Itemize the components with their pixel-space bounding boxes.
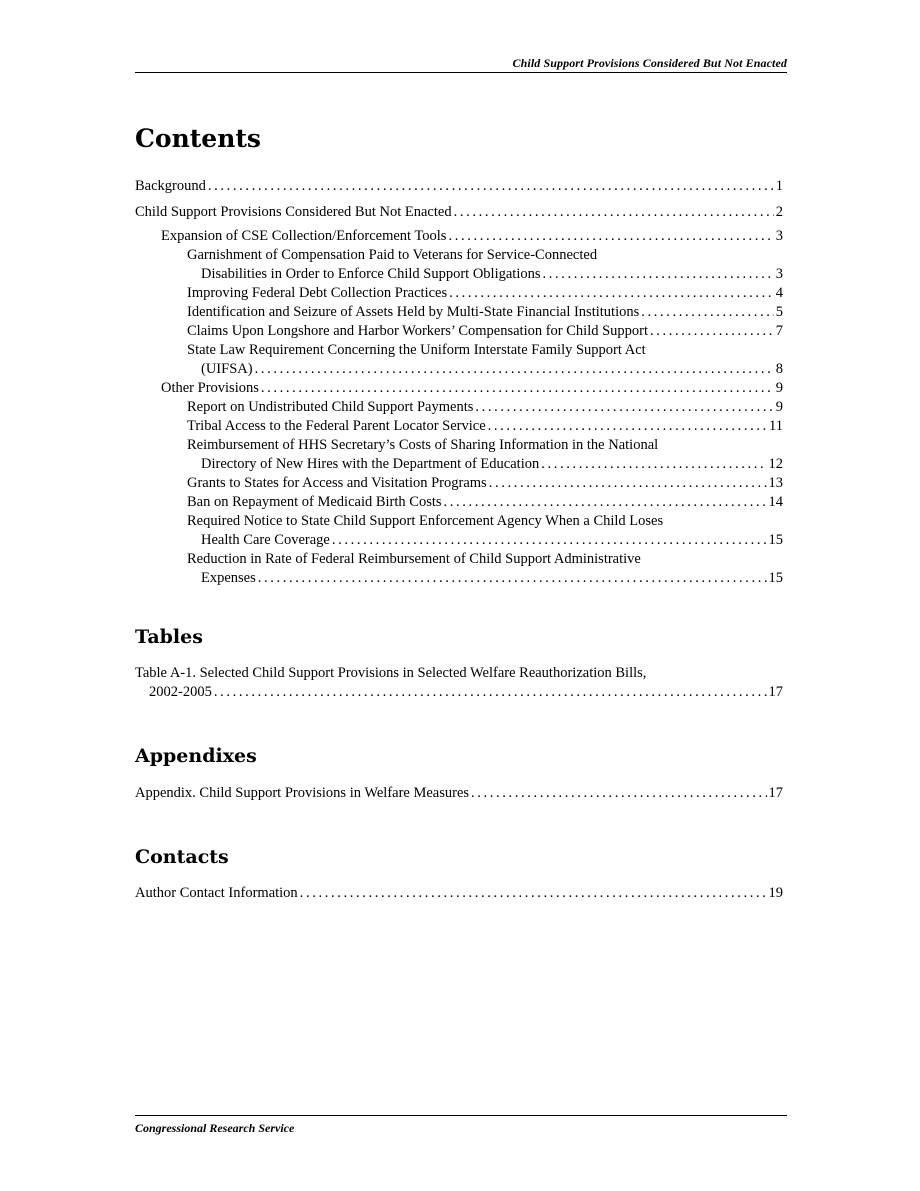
toc-entry-child-support-provisions[interactable] xyxy=(135,203,783,222)
toc-entry-tribal-access[interactable] xyxy=(135,417,783,436)
toc-page: 14 xyxy=(768,494,783,510)
toc-entry-undistributed-payments[interactable] xyxy=(135,398,783,417)
contacts-heading: Contacts xyxy=(135,846,229,868)
appendixes-list xyxy=(135,784,783,803)
toc-label: Appendix. Child Support Provisions in Welfare Measures xyxy=(135,785,470,801)
toc-page: 8 xyxy=(775,361,783,377)
toc-page: 17 xyxy=(768,684,783,700)
toc-page: 5 xyxy=(775,304,783,320)
toc-page: 1 xyxy=(775,178,783,194)
toc-page: 7 xyxy=(775,323,783,339)
running-header: Child Support Provisions Considered But Not Enacted xyxy=(512,56,787,70)
toc-label: Other Provisions xyxy=(161,380,259,396)
toc-page: 3 xyxy=(775,228,783,244)
toc-label-line1: Table A-1. Selected Child Support Provisions in Selected Welfare Reauthorization Bills, xyxy=(135,665,647,681)
toc-entry-health-care-notice[interactable] xyxy=(135,512,783,550)
appendixes-heading: Appendixes xyxy=(135,745,257,767)
toc-page: 15 xyxy=(768,532,783,548)
toc-entry-garnishment-veterans[interactable] xyxy=(135,246,783,284)
toc-entry-hhs-reimbursement[interactable] xyxy=(135,436,783,474)
toc-label-line2: 2002-2005 xyxy=(149,684,212,700)
toc-label-line1: Required Notice to State Child Support Enforcement Agency When a Child Loses xyxy=(187,513,664,529)
toc-page: 9 xyxy=(775,380,783,396)
toc-label: Tribal Access to the Federal Parent Locator Service xyxy=(187,418,486,434)
toc-label-line2: Disabilities in Order to Enforce Child Support Obligations xyxy=(201,266,541,282)
toc-entry-access-visitation[interactable] xyxy=(135,474,783,493)
toc-label-line1: Garnishment of Compensation Paid to Veterans for Service-Connected xyxy=(187,247,598,263)
toc-entry-longshore-harbor[interactable] xyxy=(135,322,783,341)
toc-entry-federal-debt-collection[interactable] xyxy=(135,284,783,303)
toc-entry-background[interactable] xyxy=(135,177,783,196)
toc-page: 9 xyxy=(775,399,783,415)
footer-rule xyxy=(135,1115,787,1116)
toc-label-line1: Reimbursement of HHS Secretary’s Costs of Sharing Information in the National xyxy=(187,437,659,453)
contacts-list xyxy=(135,884,783,903)
toc-label: Claims Upon Longshore and Harbor Workers’ Compensation for Child Support xyxy=(187,323,649,339)
contents-list xyxy=(135,177,783,588)
toc-page: 15 xyxy=(768,570,783,586)
tables-list xyxy=(135,664,783,702)
toc-label-line2: (UIFSA) xyxy=(201,361,253,377)
toc-page: 3 xyxy=(775,266,783,282)
toc-page: 4 xyxy=(775,285,783,301)
toc-label: Background xyxy=(135,178,206,194)
toc-entry-admin-expenses[interactable] xyxy=(135,550,783,588)
toc-page: 17 xyxy=(768,785,783,801)
toc-page: 12 xyxy=(768,456,783,472)
toc-entry-multi-state-financial[interactable] xyxy=(135,303,783,322)
toc-label-line2: Expenses xyxy=(201,570,256,586)
header-rule xyxy=(135,72,787,73)
toc-label-line1: State Law Requirement Concerning the Uniform Interstate Family Support Act xyxy=(187,342,646,358)
toc-label: Ban on Repayment of Medicaid Birth Costs xyxy=(187,494,442,510)
toc-label: Author Contact Information xyxy=(135,885,298,901)
toc-label-line2: Health Care Coverage xyxy=(201,532,330,548)
toc-page: 11 xyxy=(769,418,783,434)
toc-entry-author-contact[interactable] xyxy=(135,884,783,903)
toc-label: Expansion of CSE Collection/Enforcement Tools xyxy=(161,228,447,244)
toc-label: Child Support Provisions Considered But Not Enacted xyxy=(135,204,452,220)
toc-label: Improving Federal Debt Collection Practices xyxy=(187,285,448,301)
toc-label: Report on Undistributed Child Support Payments xyxy=(187,399,474,415)
tables-heading: Tables xyxy=(135,626,203,648)
toc-entry-expansion-cse[interactable] xyxy=(135,227,783,246)
contents-heading: Contents xyxy=(135,124,262,153)
toc-label-line2: Directory of New Hires with the Department of Education xyxy=(201,456,540,472)
toc-page: 13 xyxy=(768,475,783,491)
toc-entry-uifsa[interactable] xyxy=(135,341,783,379)
toc-entry-appendix[interactable] xyxy=(135,784,783,803)
toc-entry-table-a1[interactable] xyxy=(135,664,783,702)
toc-label-line1: Reduction in Rate of Federal Reimbursement of Child Support Administrative xyxy=(187,551,641,567)
toc-label: Identification and Seizure of Assets Held by Multi-State Financial Institutions xyxy=(187,304,640,320)
toc-entry-medicaid-birth[interactable] xyxy=(135,493,783,512)
toc-entry-other-provisions[interactable] xyxy=(135,379,783,398)
toc-label: Grants to States for Access and Visitation Programs xyxy=(187,475,487,491)
toc-page: 2 xyxy=(775,204,783,220)
toc-page: 19 xyxy=(768,885,783,901)
running-footer: Congressional Research Service xyxy=(135,1121,295,1135)
